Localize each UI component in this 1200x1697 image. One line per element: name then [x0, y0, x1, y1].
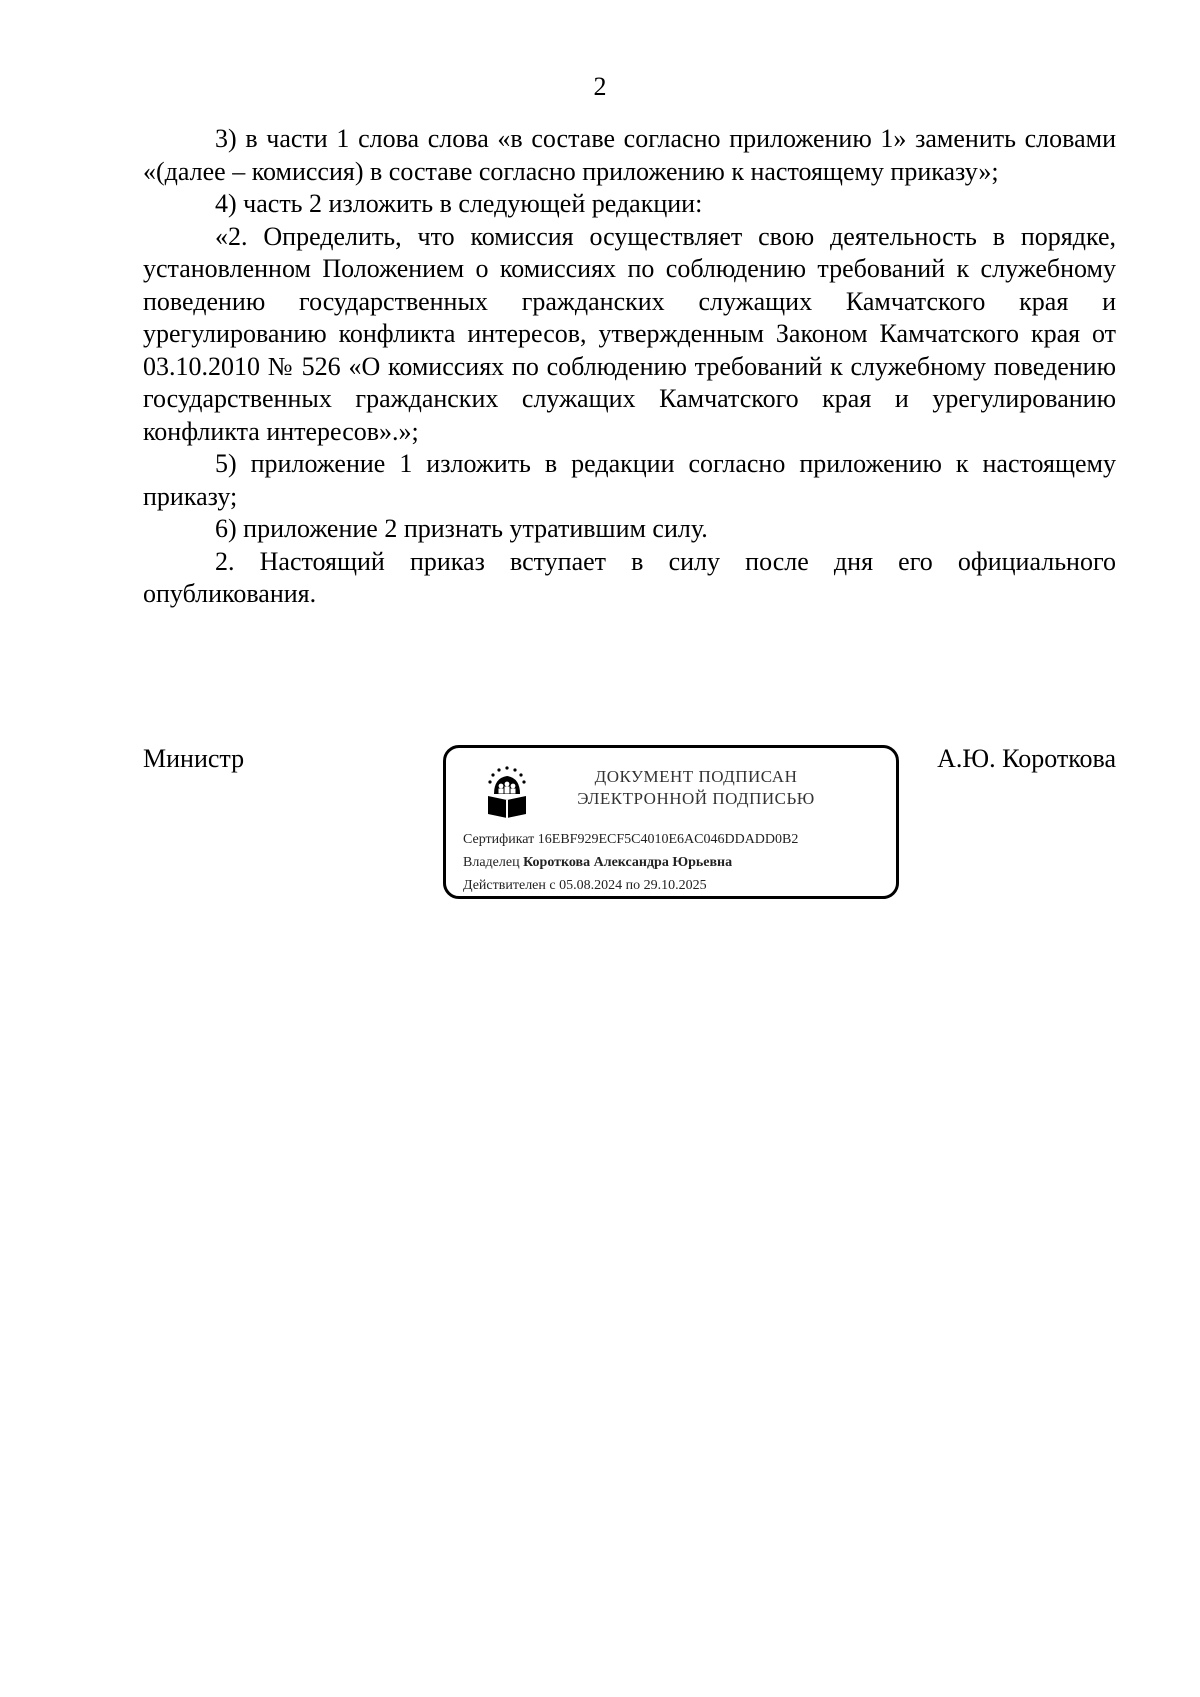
stamp-certificate-label: Сертификат	[463, 832, 535, 847]
regional-emblem-icon	[482, 764, 532, 820]
stamp-details	[463, 828, 893, 897]
paragraph-item-3: 3) в части 1 слова слова «в составе согласно приложению 1» заменить словами «(далее – комиссия) в составе согласно приложению к настоящему приказу»;	[143, 124, 1116, 186]
paragraph-effective-date: 2. Настоящий приказ вступает в силу после дня его официального опубликования.	[143, 546, 1116, 608]
paragraph-item-5: 5) приложение 1 изложить в редакции согласно приложению к настоящему приказу;	[143, 449, 1116, 511]
paragraph-item-6: 6) приложение 2 признать утратившим силу.	[215, 514, 708, 543]
stamp-certificate-value: 16EBF929ECF5C4010E6AC046DDADD0B2	[537, 832, 799, 847]
signer-name: А.Ю. Короткова	[937, 744, 1116, 773]
page-number: 2	[593, 72, 607, 101]
stamp-valid-from: 05.08.2024	[559, 878, 623, 893]
paragraph-quoted-part-2: «2. Определить, что комиссия осуществляет свою деятельность в порядке, установленном Положением о комиссиях по соблюдению требований к служебному поведению государственных гражданских служащих Камчатского края и урегулированию конфликта интересов, утвержденным Законом Камчатского края от 03.10.2010 № 526 «О комиссиях по соблюдению требований к служебному поведению государственных гражданских служащих Камчатского края и урегулированию конфликта интересов».»;	[143, 221, 1116, 446]
stamp-valid-to-label: по	[625, 878, 641, 893]
stamp-owner-line	[463, 851, 893, 874]
signature-block	[143, 742, 1116, 912]
paragraph-item-4: 4) часть 2 изложить в следующей редакции:	[215, 189, 703, 218]
document-body	[143, 123, 1116, 611]
stamp-owner-label: Владелец	[463, 855, 520, 870]
signer-position: Министр	[143, 744, 245, 773]
stamp-owner-value: Короткова Александра Юрьевна	[523, 855, 733, 870]
stamp-heading-line-2: ЭЛЕКТРОННОЙ ПОДПИСЬЮ	[577, 789, 815, 808]
electronic-signature-stamp	[443, 745, 899, 899]
stamp-validity-line	[463, 874, 893, 897]
stamp-certificate-line	[463, 828, 893, 851]
stamp-heading	[546, 766, 846, 810]
stamp-valid-label: Действителен с	[463, 878, 556, 893]
stamp-valid-to: 29.10.2025	[643, 878, 707, 893]
stamp-heading-line-1: ДОКУМЕНТ ПОДПИСАН	[594, 767, 798, 786]
